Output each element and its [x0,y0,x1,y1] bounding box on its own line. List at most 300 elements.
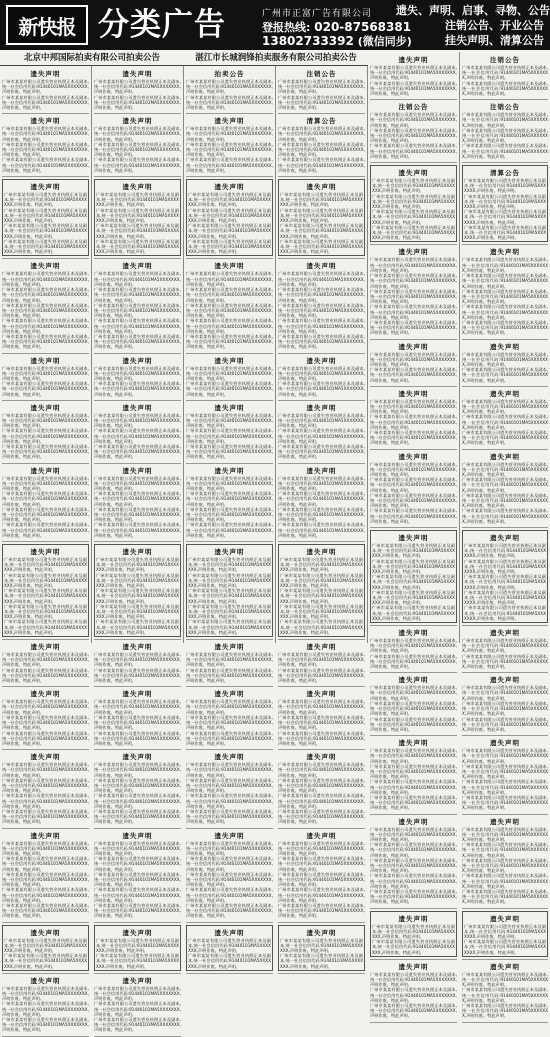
agency-name: 广州市正富广告有限公司 [262,9,373,19]
notice-block [370,102,457,159]
notice-text: 广州市某某有限公司遗失营业执照正本及副本,统一社会信用代码:91440101MA5XXXXXXX,声明作废。特此声明。 [462,367,548,383]
notice-divider [462,244,548,245]
notice-text: 广州市某某有限公司遗失营业执照正本及副本,统一社会信用代码:91440101MA5XXXXXXX,声明作废。特此声明。 [188,192,271,208]
notice-title: 遗失声明 [398,676,429,685]
notice-divider [94,541,181,542]
notice-divider [462,527,548,528]
notice-block [278,179,365,256]
notice-text: 广州市某某有限公司遗失营业执照正本及副本,统一社会信用代码:91440101MA5XXXXXXX,声明作废。特此声明。 [2,443,89,460]
notice-text: 广州市某某有限公司遗失营业执照正本及副本,统一社会信用代码:91440101MA5XXXXXXX,声明作废。特此声明。 [278,381,365,397]
notice-title: 遗失声明 [122,976,153,985]
notice-text: 广州市某某有限公司遗失营业执照正本及副本,统一社会信用代码:91440101MA5XXXXXXX,声明作废。特此声明。 [94,856,181,872]
notice-text: 广州市某某有限公司遗失营业执照正本及副本,统一社会信用代码:91440101MA5XXXXXXX,声明作废。特此声明。 [4,937,87,953]
notice-text: 广州市某某有限公司遗失营业执照正本及副本,统一社会信用代码:91440101MA5XXXXXXX,声明作废。特此声明。 [186,381,273,397]
notice-text: 广州市某某有限公司遗失营业执照正本及副本,统一社会信用代码:91440101MA5XXXXXXX,声明作废。特此声明。 [280,588,363,604]
notice-title: 遗失声明 [306,928,337,937]
notice-text: 广州市某某有限公司遗失营业执照正本及副本,统一社会信用代码:91440101MA5XXXXXXX,声明作废。特此声明。 [370,414,457,430]
notice-text: 广州市某某有限公司遗失营业执照正本及副本,统一社会信用代码:91440101MA5XXXXXXX,声明作废。特此声明。 [278,887,365,903]
notice-text: 广州市某某有限公司遗失营业执照正本及副本,统一社会信用代码:91440101MA5XXXXXXX,声明作废。特此声明。 [94,365,181,381]
notice-text: 广州市某某有限公司遗失营业执照正本及副本,统一社会信用代码:91440101MA5XXXXXXX,声明作废。特此声明。 [370,779,457,795]
notice-text: 广州市某某有限公司遗失营业执照正本及副本,统一社会信用代码:91440101MA5XXXXXXX,声明作废。特此声明。 [4,192,87,208]
notice-text: 广州市某某有限公司遗失营业执照正本及副本,统一社会信用代码:91440101MA5XXXXXXX,声明作废。特此声明。 [188,603,271,620]
notice-block [2,179,89,256]
notice-title: 注销公告 [398,103,429,112]
notice-block [370,738,457,810]
notice-text: 广州市某某有限公司遗失营业执照正本及副本,统一社会信用代码:91440101MA5XXXXXXX,声明作废。特此声明。 [2,287,89,303]
notice-divider [370,625,457,626]
notice-title: 遗失声明 [398,817,429,826]
notice-divider [278,922,365,923]
notice-title: 遗失声明 [398,389,429,398]
notice-text: 广州市某某有限公司遗失营业执照正本及副本,统一社会信用代码:91440101MA5XXXXXXX,声明作废。特此声明。 [462,492,548,509]
notice-text: 广州市某某有限公司遗失营业执照正本及副本,统一社会信用代码:91440101MA5XXXXXXX,声明作废。特此声明。 [372,543,455,559]
notice-block [462,342,548,383]
notice-block [2,689,89,746]
notice-divider [94,749,181,750]
notice-text: 广州市某某有限公司遗失营业执照正本及副本,统一社会信用代码:91440101MA5XXXXXXX,声明作废。特此声明。 [370,80,457,97]
notice-text: 广州市某某有限公司遗失营业执照正本及副本,统一社会信用代码:91440101MA5XXXXXXX,声明作废。特此声明。 [186,506,273,523]
notice-block [186,925,273,971]
notice-title: 遗失声明 [398,739,429,748]
notice-divider [370,244,457,245]
notice-divider [370,527,457,528]
notice-text: 广州市某某有限公司遗失营业执照正本及副本,统一社会信用代码:91440101MA5XXXXXXX,声明作废。特此声明。 [370,143,457,159]
column-5 [368,52,460,1019]
notice-text: 广州市某某有限公司遗失营业执照正本及副本,统一社会信用代码:91440101MA5XXXXXXX,声明作废。特此声明。 [464,605,546,621]
notice-title: 清算公告 [306,117,337,126]
notice-text: 广州市某某有限公司遗失营业执照正本及副本,统一社会信用代码:91440101MA5XXXXXXX,声明作废。特此声明。 [462,304,548,320]
notice-divider [186,258,273,259]
notice-title: 遗失声明 [490,676,520,685]
notice-block [278,69,365,110]
notice-block [462,102,548,159]
notice-title: 遗失声明 [122,548,153,557]
notice-divider [94,686,181,687]
notice-title: 遗失声明 [214,643,245,652]
notice-text: 广州市某某有限公司遗失营业执照正本及副本,统一社会信用代码:91440101MA5XXXXXXX,声明作废。特此声明。 [94,141,181,158]
notice-text: 广州市某某有限公司遗失营业执照正本及副本,统一社会信用代码:91440101MA5XXXXXXX,声明作废。特此声明。 [94,985,181,1002]
notice-block [370,55,457,96]
notice-title: 遗失声明 [122,643,153,652]
notice-block [278,356,365,397]
notice-text: 广州市某某有限公司遗失营业执照正本及副本,统一社会信用代码:91440101MA5XXXXXXX,声明作废。特此声明。 [372,605,455,621]
notice-text: 广州市某某有限公司遗失营业执照正本及副本,统一社会信用代码:91440101MA5XXXXXXX,声明作废。特此声明。 [278,302,365,319]
notice-block [462,817,548,905]
notice-title: 遗失声明 [306,466,337,475]
notice-text: 广州市某某有限公司遗失营业执照正本及副本,统一社会信用代码:91440101MA5XXXXXXX,声明作废。特此声明。 [278,667,365,684]
notice-text: 广州市某某有限公司遗失营业执照正本及副本,统一社会信用代码:91440101MA5XXXXXXX,声明作废。特此声明。 [278,428,365,444]
notice-block [462,452,548,524]
notice-text: 广州市某某有限公司遗失营业执照正本及副本,统一社会信用代码:91440101MA5XXXXXXX,声明作废。特此声明。 [4,207,87,224]
newspaper-logo [6,5,88,45]
notice-text: 广州市某某有限公司遗失营业执照正本及副本,统一社会信用代码:91440101MA5XXXXXXX,声明作废。特此声明。 [370,700,457,717]
notice-divider [370,672,457,673]
notice-text: 广州市某某有限公司遗失营业执照正本及副本,统一社会信用代码:91440101MA5XXXXXXX,声明作废。特此声明。 [188,207,271,224]
notice-block [370,628,457,669]
notice-divider [462,162,548,163]
notice-text: 广州市某某有限公司遗失营业执照正本及副本,统一社会信用代码:91440101MA5XXXXXXX,声明作废。特此声明。 [462,65,548,81]
notice-title: 遗失声明 [306,753,337,762]
notice-block [2,544,89,637]
notice-text: 广州市某某有限公司遗失营业执照正本及副本,统一社会信用代码:91440101MA5XXXXXXX,声明作废。特此声明。 [2,428,89,444]
notice-text: 广州市某某有限公司遗失营业执照正本及副本,统一社会信用代码:91440101MA5XXXXXXX,声明作废。特此声明。 [370,304,457,320]
notice-title: 遗失声明 [122,183,153,192]
notice-text: 广州市某某有限公司遗失营业执照正本及副本,统一社会信用代码:91440101MA5XXXXXXX,声明作废。特此声明。 [462,716,548,732]
notice-block [462,675,548,732]
notice-block [2,261,89,349]
notice-block [186,356,273,397]
notice-text: 广州市某某有限公司遗失营业执照正本及副本,统一社会信用代码:91440101MA5XXXXXXX,声明作废。特此声明。 [94,475,181,491]
notice-text: 广州市某某有限公司遗失营业执照正本及副本,统一社会信用代码:91440101MA5XXXXXXX,声明作废。特此声明。 [2,506,89,523]
category-line: 注销公告、开业公告 [445,19,544,32]
notice-divider [94,176,181,177]
notice-text: 广州市某某有限公司遗失营业执照正本及副本,统一社会信用代码:91440101MA5XXXXXXX,声明作废。特此声明。 [370,367,457,383]
notice-block [370,817,457,905]
notice-block [278,925,365,971]
notice-block [186,544,273,637]
notice-block [462,247,548,335]
notice-title: 遗失声明 [398,342,429,351]
notice-text: 广州市某某有限公司遗失营业执照正本及副本,统一社会信用代码:91440101MA5XXXXXXX,声明作废。特此声明。 [278,365,365,381]
notice-text: 广州市某某有限公司遗失营业执照正本及副本,统一社会信用代码:91440101MA5XXXXXXX,声明作废。特此声明。 [462,763,548,780]
notice-title: 遗失声明 [398,629,429,638]
notice-text: 广州市某某有限公司遗失营业执照正本及副本,统一社会信用代码:91440101MA5XXXXXXX,声明作废。特此声明。 [186,412,273,429]
notice-title: 遗失声明 [30,690,61,699]
notice-divider [186,639,273,640]
notice-block [370,911,457,957]
notice-block [186,642,273,683]
notice-divider [186,353,273,354]
notice-block [278,403,365,460]
notice-text: 广州市某某有限公司遗失营业执照正本及副本,统一社会信用代码:91440101MA5XXXXXXX,声明作废。特此声明。 [4,223,87,239]
notice-text: 广州市某某有限公司遗失营业执照正本及副本,统一社会信用代码:91440101MA5XXXXXXX,声明作废。特此声明。 [96,238,179,255]
notice-text: 广州市某某有限公司遗失营业执照正本及副本,统一社会信用代码:91440101MA5XXXXXXX,声明作废。特此声明。 [464,178,546,194]
hotline-label: 登报热线: [262,21,311,34]
notice-title: 清算公告 [490,169,520,178]
notice-text: 广州市某某有限公司遗失营业执照正本及副本,统一社会信用代码:91440101MA5XXXXXXX,声明作废。特此声明。 [462,414,548,430]
category-list [396,3,550,48]
notice-text: 广州市某某有限公司遗失营业执照正本及副本,统一社会信用代码:91440101MA5XXXXXXX,声明作废。特此声明。 [462,794,548,811]
notice-text: 广州市某某有限公司遗失营业执照正本及副本,统一社会信用代码:91440101MA5XXXXXXX,声明作废。特此声明。 [94,491,181,507]
notice-divider [2,463,89,464]
notice-title: 遗失声明 [490,389,520,398]
notice-title: 遗失声明 [30,643,61,652]
notice-text: 广州市某某有限公司遗失营业执照正本及副本,统一社会信用代码:91440101MA5XXXXXXX,声明作废。特此声明。 [370,477,457,493]
notice-text: 广州市某某有限公司遗失营业执照正本及副本,统一社会信用代码:91440101MA5XXXXXXX,声明作废。特此声明。 [96,937,179,953]
notice-text: 广州市某某有限公司遗失营业执照正本及副本,统一社会信用代码:91440101MA5XXXXXXX,声明作废。特此声明。 [188,588,271,604]
notice-title: 遗失声明 [398,962,429,971]
notice-text: 广州市某某有限公司遗失营业执照正本及副本,统一社会信用代码:91440101MA5XXXXXXX,声明作废。特此声明。 [2,79,89,95]
notice-text: 广州市某某有限公司遗失营业执照正本及副本,统一社会信用代码:91440101MA5XXXXXXX,声明作废。特此声明。 [462,842,548,858]
notice-divider [462,449,548,450]
notice-block [462,738,548,810]
notice-text: 广州市某某有限公司遗失营业执照正本及副本,统一社会信用代码:91440101MA5XXXXXXX,声明作废。特此声明。 [370,65,457,81]
notice-title: 遗失声明 [214,928,245,937]
notice-text: 广州市某某有限公司遗失营业执照正本及副本,统一社会信用代码:91440101MA5XXXXXXX,声明作废。特此声明。 [186,94,273,111]
notice-divider [94,1036,181,1037]
notice-block [2,403,89,460]
notice-text: 广州市某某有限公司遗失营业执照正本及副本,统一社会信用代码:91440101MA5XXXXXXX,声明作废。特此声明。 [278,840,365,856]
notice-text: 广州市某某有限公司遗失营业执照正本及副本,统一社会信用代码:91440101MA5XXXXXXX,声明作废。特此声明。 [186,318,273,334]
notice-title: 遗失声明 [122,70,153,78]
notice-block [370,389,457,446]
notice-text: 广州市某某有限公司遗失营业执照正本及副本,统一社会信用代码:91440101MA5XXXXXXX,声明作废。特此声明。 [280,619,363,635]
notice-divider [186,541,273,542]
notice-text: 广州市某某有限公司遗失营业执照正本及副本,统一社会信用代码:91440101MA5XXXXXXX,声明作废。特此声明。 [96,557,179,573]
notice-text: 广州市某某有限公司遗失营业执照正本及副本,统一社会信用代码:91440101MA5XXXXXXX,声明作废。特此声明。 [186,475,273,491]
notice-block [186,69,273,110]
notice-divider [94,113,181,114]
notice-title: 遗失声明 [398,914,429,923]
notice-text: 广州市某某有限公司遗失营业执照正本及副本,统一社会信用代码:91440101MA5XXXXXXX,声明作废。特此声明。 [464,589,546,606]
notice-text: 广州市某某有限公司遗失营业执照正本及副本,统一社会信用代码:91440101MA5XXXXXXX,声明作废。特此声明。 [2,491,89,507]
notice-text: 广州市某某有限公司遗失营业执照正本及副本,统一社会信用代码:91440101MA5XXXXXXX,声明作废。特此声明。 [2,808,89,825]
notice-text: 广州市某某有限公司遗失营业执照正本及副本,统一社会信用代码:91440101MA5XXXXXXX,声明作废。特此声明。 [278,443,365,460]
notice-divider [94,639,181,640]
notice-text: 广州市某某有限公司遗失营业执照正本及副本,统一社会信用代码:91440101MA5XXXXXXX,声明作废。特此声明。 [462,461,548,477]
notice-title: 遗失声明 [122,928,153,937]
notice-text: 广州市某某有限公司遗失营业执照正本及副本,统一社会信用代码:91440101MA5XXXXXXX,声明作废。特此声明。 [370,685,457,701]
notice-text: 广州市某某有限公司遗失营业执照正本及副本,统一社会信用代码:91440101MA5XXXXXXX,声明作废。特此声明。 [370,351,457,367]
notice-text: 广州市某某有限公司遗失营业执照正本及副本,统一社会信用代码:91440101MA5XXXXXXX,声明作废。特此声明。 [370,763,457,780]
notice-divider [2,258,89,259]
notice-title: 遗失声明 [30,262,61,271]
notice-divider [370,814,457,815]
notice-block [370,675,457,732]
notice-title: 遗失声明 [306,262,337,271]
notice-block [2,642,89,683]
notice-text: 广州市某某有限公司遗失营业执照正本及副本,统一社会信用代码:91440101MA5XXXXXXX,声明作废。特此声明。 [370,288,457,305]
notice-block [94,69,181,110]
notice-block [370,342,457,383]
notice-block [94,403,181,460]
notice-text: 广州市某某有限公司遗失营业执照正本及副本,统一社会信用代码:91440101MA5XXXXXXX,声明作废。特此声明。 [2,318,89,334]
notice-text: 广州市某某有限公司遗失营业执照正本及副本,统一社会信用代码:91440101MA5XXXXXXX,声明作废。特此声明。 [2,667,89,684]
notice-block [94,689,181,746]
notice-text: 广州市某某有限公司遗失营业执照正本及副本,统一社会信用代码:91440101MA5XXXXXXX,声明作废。特此声明。 [278,491,365,507]
notice-text: 广州市某某有限公司遗失营业执照正本及副本,统一社会信用代码:91440101MA5XXXXXXX,声明作废。特此声明。 [462,653,548,670]
notice-text: 广州市某某有限公司遗失营业执照正本及副本,统一社会信用代码:91440101MA5XXXXXXX,声明作废。特此声明。 [278,856,365,872]
notice-divider [370,959,457,960]
notice-text: 广州市某某有限公司遗失营业执照正本及副本,统一社会信用代码:91440101MA5XXXXXXX,声明作废。特此声明。 [278,126,365,142]
notice-title: 遗失声明 [122,262,153,271]
notice-text: 广州市某某有限公司遗失营业执照正本及副本,统一社会信用代码:91440101MA5XXXXXXX,声明作废。特此声明。 [370,638,457,654]
section-title: 分类广告 [98,7,226,43]
notice-divider [186,176,273,177]
notice-block [462,911,548,957]
header-band [0,0,550,50]
notice-text: 广州市某某有限公司遗失营业执照正本及副本,统一社会信用代码:91440101MA5XXXXXXX,声明作废。特此声明。 [2,333,89,350]
notice-block [278,689,365,746]
notice-text: 广州市某某有限公司遗失营业执照正本及副本,统一社会信用代码:91440101MA5XXXXXXX,声明作废。特此声明。 [462,873,548,889]
notice-text: 广州市某某有限公司遗失营业执照正本及副本,统一社会信用代码:91440101MA5XXXXXXX,声明作废。特此声明。 [372,923,455,939]
notice-block [94,544,181,637]
notice-title: 遗失声明 [306,548,337,557]
notice-text: 广州市某某有限公司遗失营业执照正本及副本,统一社会信用代码:91440101MA5XXXXXXX,声明作废。特此声明。 [278,902,365,919]
notice-block [186,116,273,173]
notice-title: 遗失声明 [122,403,153,412]
notice-text: 广州市某某有限公司遗失营业执照正本及副本,统一社会信用代码:91440101MA5XXXXXXX,声明作废。特此声明。 [4,619,87,635]
notice-text: 广州市某某有限公司遗失营业执照正本及副本,统一社会信用代码:91440101MA5XXXXXXX,声明作废。特此声明。 [280,603,363,620]
notice-title: 遗失声明 [214,183,245,192]
notice-divider [94,353,181,354]
notice-text: 广州市某某有限公司遗失营业执照正本及副本,统一社会信用代码:91440101MA5XXXXXXX,声明作废。特此声明。 [2,1017,89,1033]
notice-divider [278,828,365,829]
notice-text: 广州市某某有限公司遗失营业执照正本及副本,统一社会信用代码:91440101MA5XXXXXXX,声明作废。特此声明。 [372,178,455,194]
notice-block [462,962,548,1019]
column-4 [276,52,368,969]
notice-text: 广州市某某有限公司遗失营业执照正本及副本,统一社会信用代码:91440101MA5XXXXXXX,声明作废。特此声明。 [370,127,457,144]
notice-text: 广州市某某有限公司遗失营业执照正本及副本,统一社会信用代码:91440101MA5XXXXXXX,声明作废。特此声明。 [186,730,273,746]
notice-text: 广州市某某有限公司遗失营业执照正本及副本,统一社会信用代码:91440101MA5XXXXXXX,声明作废。特此声明。 [186,333,273,350]
notice-text: 广州市某某有限公司遗失营业执照正本及副本,统一社会信用代码:91440101MA5XXXXXXX,声明作废。特此声明。 [462,638,548,654]
notice-text: 广州市某某有限公司遗失营业执照正本及副本,统一社会信用代码:91440101MA5XXXXXXX,声明作废。特此声明。 [278,475,365,491]
notice-text: 广州市某某有限公司遗失营业执照正本及副本,统一社会信用代码:91440101MA5XXXXXXX,声明作废。特此声明。 [2,762,89,778]
notice-title: 遗失声明 [214,262,245,271]
notice-block [94,116,181,173]
notice-text: 广州市某某有限公司遗失营业执照正本及副本,统一社会信用代码:91440101MA5XXXXXXX,声明作废。特此声明。 [462,857,548,874]
notice-divider [278,463,365,464]
notice-text: 广州市某某有限公司遗失营业执照正本及副本,统一社会信用代码:91440101MA5XXXXXXX,声明作废。特此声明。 [96,588,179,604]
notice-text: 广州市某某有限公司遗失营业执照正本及副本,统一社会信用代码:91440101MA5XXXXXXX,声明作废。特此声明。 [94,1017,181,1033]
notice-title: 注销公告 [490,56,520,64]
notice-columns [0,52,550,1033]
notice-text: 广州市某某有限公司遗失营业执照正本及副本,统一社会信用代码:91440101MA5XXXXXXX,声明作废。特此声明。 [462,351,548,367]
notice-title: 遗失声明 [490,452,520,461]
notice-title: 遗失声明 [398,248,429,257]
column-2 [92,52,184,1033]
notice-block [186,752,273,824]
notice-text: 广州市某某有限公司遗失营业执照正本及副本,统一社会信用代码:91440101MA5XXXXXXX,声明作废。特此声明。 [2,887,89,903]
notice-text: 广州市某某有限公司遗失营业执照正本及副本,统一社会信用代码:91440101MA5XXXXXXX,声明作废。特此声明。 [4,588,87,604]
notice-title: 遗失声明 [214,466,245,475]
notice-divider [2,828,89,829]
notice-title: 遗失声明 [30,976,61,985]
notice-block [462,628,548,669]
notice-text: 广州市某某有限公司遗失营业执照正本及副本,统一社会信用代码:91440101MA5XXXXXXX,声明作废。特此声明。 [462,288,548,305]
notice-text: 广州市某某有限公司遗失营业执照正本及副本,统一社会信用代码:91440101MA5XXXXXXX,声明作废。特此声明。 [278,730,365,746]
notice-divider [462,625,548,626]
notice-text: 广州市某某有限公司遗失营业执照正本及副本,统一社会信用代码:91440101MA5XXXXXXX,声明作废。特此声明。 [462,143,548,159]
notice-text: 广州市某某有限公司遗失营业执照正本及副本,统一社会信用代码:91440101MA5XXXXXXX,声明作废。特此声明。 [278,318,365,334]
notice-divider [462,735,548,736]
notice-text: 广州市某某有限公司遗失营业执照正本及副本,统一社会信用代码:91440101MA5XXXXXXX,声明作废。特此声明。 [94,887,181,903]
notice-divider [94,828,181,829]
notice-block [278,752,365,824]
notice-text: 广州市某某有限公司遗失营业执照正本及副本,统一社会信用代码:91440101MA5XXXXXXX,声明作废。特此声明。 [2,1001,89,1017]
notice-text: 广州市某某有限公司遗失营业执照正本及副本,统一社会信用代码:91440101MA5XXXXXXX,声明作废。特此声明。 [462,429,548,446]
notice-text: 广州市某某有限公司遗失营业执照正本及副本,统一社会信用代码:91440101MA5XXXXXXX,声明作废。特此声明。 [94,667,181,684]
notice-divider [370,339,457,340]
notice-block [186,261,273,349]
notice-title: 遗失声明 [306,690,337,699]
notice-divider [462,386,548,387]
notice-divider [278,639,365,640]
notice-text: 广州市某某有限公司遗失营业执照正本及副本,统一社会信用代码:91440101MA5XXXXXXX,声明作废。特此声明。 [188,937,271,953]
notice-text: 广州市某某有限公司遗失营业执照正本及副本,统一社会信用代码:91440101MA5XXXXXXX,声明作废。特此声明。 [278,141,365,158]
notice-text: 广州市某某有限公司遗失营业执照正本及副本,统一社会信用代码:91440101MA5XXXXXXX,声明作废。特此声明。 [188,953,271,969]
notice-text: 广州市某某有限公司遗失营业执照正本及副本,统一社会信用代码:91440101MA5XXXXXXX,声明作废。特此声明。 [186,699,273,715]
notice-text: 广州市某某有限公司遗失营业执照正本及副本,统一社会信用代码:91440101MA5XXXXXXX,声明作废。特此声明。 [186,302,273,319]
notice-text: 广州市某某有限公司遗失营业执照正本及副本,统一社会信用代码:91440101MA5XXXXXXX,声明作废。特此声明。 [370,842,457,858]
notice-block [278,116,365,173]
notice-divider [186,686,273,687]
notice-divider [370,1022,457,1023]
notice-block [278,642,365,683]
notice-text: 广州市某某有限公司遗失营业执照正本及副本,统一社会信用代码:91440101MA5XXXXXXX,声明作废。特此声明。 [94,318,181,334]
notice-text: 广州市某某有限公司遗失营业执照正本及副本,统一社会信用代码:91440101MA5XXXXXXX,声明作废。特此声明。 [94,793,181,809]
notice-block [94,752,181,824]
notice-text: 广州市某某有限公司遗失营业执照正本及副本,统一社会信用代码:91440101MA5XXXXXXX,声明作废。特此声明。 [2,141,89,158]
notice-title: 拍卖公告 [214,70,245,78]
notice-divider [370,386,457,387]
notice-text: 广州市某某有限公司遗失营业执照正本及副本,统一社会信用代码:91440101MA5XXXXXXX,声明作废。特此声明。 [186,871,273,888]
notice-divider [370,908,457,909]
notice-text: 广州市某某有限公司遗失营业执照正本及副本,统一社会信用代码:91440101MA5XXXXXXX,声明作废。特此声明。 [186,714,273,731]
notice-text: 广州市某某有限公司遗失营业执照正本及副本,统一社会信用代码:91440101MA5XXXXXXX,声明作废。特此声明。 [94,428,181,444]
phone-mobile-note: (微信同步) [357,35,412,48]
notice-divider [2,176,89,177]
notice-block [370,165,457,242]
notice-text: 广州市某某有限公司遗失营业执照正本及副本,统一社会信用代码:91440101MA5XXXXXXX,声明作废。特此声明。 [188,223,271,239]
notice-text: 广州市某某有限公司遗失营业执照正本及副本,统一社会信用代码:91440101MA5XXXXXXX,声明作废。特此声明。 [278,699,365,715]
notice-text: 广州市某某有限公司遗失营业执照正本及副本,统一社会信用代码:91440101MA5XXXXXXX,声明作废。特此声明。 [186,157,273,173]
notice-text: 广州市某某有限公司遗失营业执照正本及副本,统一社会信用代码:91440101MA5XXXXXXX,声明作废。特此声明。 [94,730,181,746]
notice-text: 广州市某某有限公司遗失营业执照正本及副本,统一社会信用代码:91440101MA5XXXXXXX,声明作废。特此声明。 [370,987,457,1003]
notice-text: 广州市某某有限公司遗失营业执照正本及副本,统一社会信用代码:91440101MA5XXXXXXX,声明作废。特此声明。 [370,319,457,336]
notice-text: 广州市某某有限公司遗失营业执照正本及副本,统一社会信用代码:91440101MA5XXXXXXX,声明作废。特此声明。 [2,871,89,888]
notice-text: 广州市某某有限公司遗失营业执照正本及副本,统一社会信用代码:91440101MA5XXXXXXX,声明作废。特此声明。 [94,381,181,397]
notice-text: 广州市某某有限公司遗失营业执照正本及副本,统一社会信用代码:91440101MA5XXXXXXX,声明作废。特此声明。 [94,412,181,429]
auction-banner-center: 湛江市长城润锋拍卖服务有限公司拍卖公告 [184,52,368,66]
notice-text: 广州市某某有限公司遗失营业执照正本及副本,统一社会信用代码:91440101MA5XXXXXXX,声明作废。特此声明。 [2,902,89,919]
notice-text: 广州市某某有限公司遗失营业执照正本及副本,统一社会信用代码:91440101MA5XXXXXXX,声明作废。特此声明。 [278,808,365,825]
notice-divider [186,922,273,923]
notice-text: 广州市某某有限公司遗失营业执照正本及副本,统一社会信用代码:91440101MA5XXXXXXX,声明作废。特此声明。 [186,902,273,919]
notice-block [94,976,181,1033]
notice-text: 广州市某某有限公司遗失营业执照正本及副本,统一社会信用代码:91440101MA5XXXXXXX,声明作废。特此声明。 [186,365,273,381]
notice-title: 遗失声明 [122,690,153,699]
notice-block [2,831,89,919]
notice-text: 广州市某某有限公司遗失营业执照正本及副本,统一社会信用代码:91440101MA5XXXXXXX,声明作废。特此声明。 [370,748,457,764]
notice-text: 广州市某某有限公司遗失营业执照正本及副本,统一社会信用代码:91440101MA5XXXXXXX,声明作废。特此声明。 [370,1003,457,1019]
notice-text: 广州市某某有限公司遗失营业执照正本及副本,统一社会信用代码:91440101MA5XXXXXXX,声明作废。特此声明。 [186,287,273,303]
notice-block [94,466,181,538]
notice-text: 广州市某某有限公司遗失营业执照正本及副本,统一社会信用代码:91440101MA5XXXXXXX,声明作废。特此声明。 [462,700,548,717]
notice-text: 广州市某某有限公司遗失营业执照正本及副本,统一社会信用代码:91440101MA5XXXXXXX,声明作废。特此声明。 [2,840,89,856]
notice-divider [186,749,273,750]
notice-text: 广州市某某有限公司遗失营业执照正本及副本,统一社会信用代码:91440101MA5XXXXXXX,声明作废。特此声明。 [2,381,89,397]
notice-text: 广州市某某有限公司遗失营业执照正本及副本,统一社会信用代码:91440101MA5XXXXXXX,声明作废。特此声明。 [280,557,363,573]
notice-text: 广州市某某有限公司遗失营业执照正本及副本,统一社会信用代码:91440101MA5XXXXXXX,声明作废。特此声明。 [186,667,273,684]
notice-block [2,976,89,1033]
notice-block [94,356,181,397]
notice-text: 广州市某某有限公司遗失营业执照正本及副本,统一社会信用代码:91440101MA5XXXXXXX,声明作废。特此声明。 [370,716,457,732]
notice-title: 注销公告 [490,103,520,112]
notice-text: 广州市某某有限公司遗失营业执照正本及副本,统一社会信用代码:91440101MA5XXXXXXX,声明作废。特此声明。 [278,412,365,429]
hotline-mobile [262,33,412,49]
notice-block [186,466,273,538]
notice-block [2,752,89,824]
notice-text: 广州市某某有限公司遗失营业执照正本及副本,统一社会信用代码:91440101MA5XXXXXXX,声明作废。特此声明。 [94,94,181,111]
notice-text: 广州市某某有限公司遗失营业执照正本及副本,统一社会信用代码:91440101MA5XXXXXXX,声明作废。特此声明。 [188,572,271,589]
notice-block [186,179,273,256]
notice-divider [462,1022,548,1023]
notice-text: 广州市某某有限公司遗失营业执照正本及副本,统一社会信用代码:91440101MA5XXXXXXX,声明作废。特此声明。 [94,699,181,715]
notice-text: 广州市某某有限公司遗失营业执照正本及副本,统一社会信用代码:91440101MA5XXXXXXX,声明作废。特此声明。 [2,652,89,668]
notice-divider [94,400,181,401]
notice-title: 遗失声明 [490,914,520,923]
